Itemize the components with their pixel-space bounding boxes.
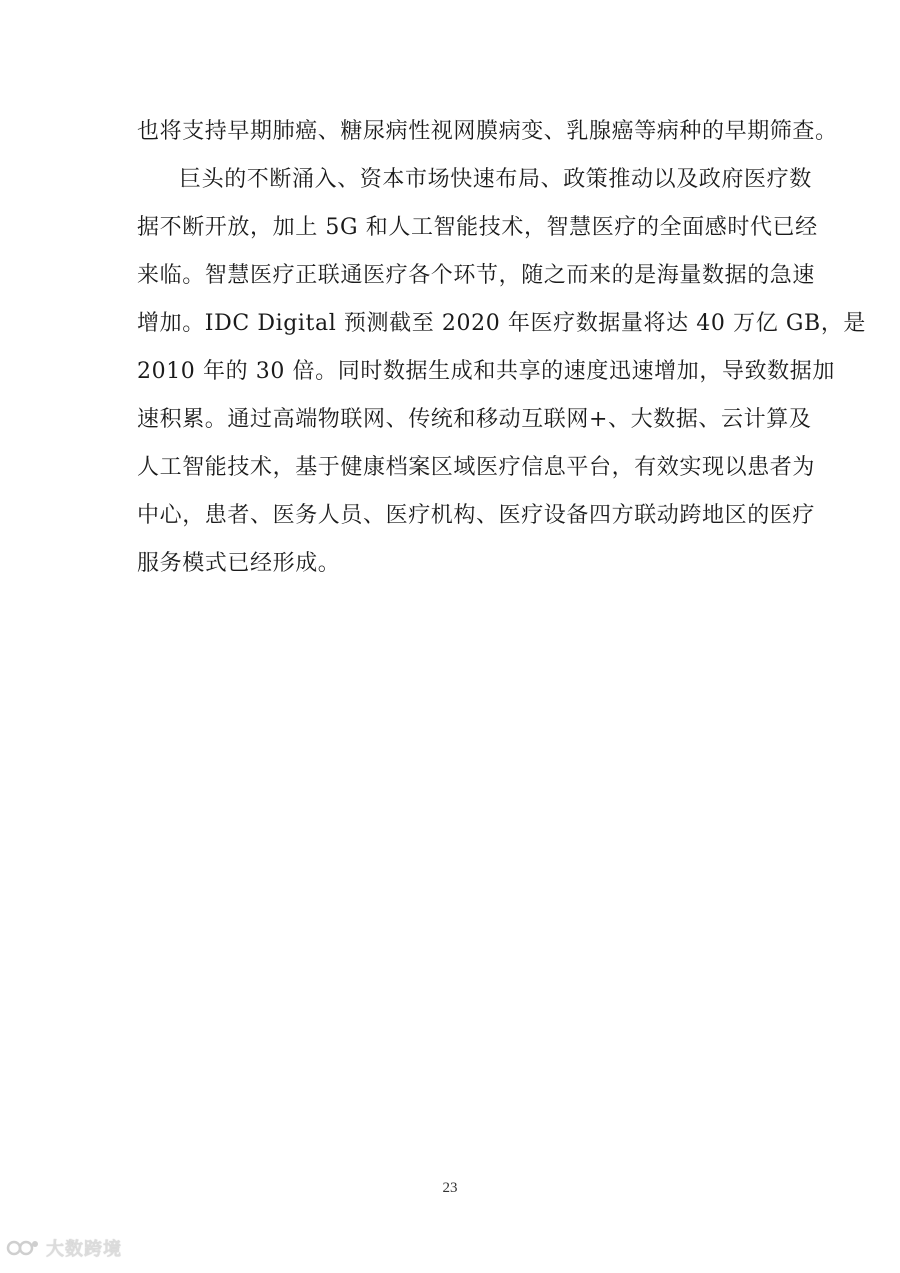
text-line: 据不断开放，加上 5G 和人工智能技术，智慧医疗的全面感时代已经 xyxy=(137,215,818,240)
text-line: 来临。智慧医疗正联通医疗各个环节，随之而来的是海量数据的急速 xyxy=(137,263,816,288)
page-number: 23 xyxy=(442,1180,458,1196)
watermark xyxy=(6,1235,122,1261)
text-line: 服务模式已经形成。 xyxy=(137,551,341,576)
text-line: 增加。IDC Digital 预测截至 2020 年医疗数据量将达 40 万亿 GB，是 xyxy=(137,311,867,336)
watermark-logo-icon xyxy=(6,1237,40,1259)
text-line: 也将支持早期肺癌、糖尿病性视网膜病变、乳腺癌等病种的早期筛查。 xyxy=(137,119,838,144)
watermark-text: 大数跨境 xyxy=(46,1239,122,1260)
text-line: 人工智能技术，基于健康档案区域医疗信息平台，有效实现以患者为 xyxy=(137,455,816,480)
text-line: 巨头的不断涌入、资本市场快速布局、政策推动以及政府医疗数 xyxy=(179,167,812,192)
text-line: 中心，患者、医务人员、医疗机构、医疗设备四方联动跨地区的医疗 xyxy=(137,503,816,528)
text-line: 2010 年的 30 倍。同时数据生成和共享的速度迅速增加，导致数据加 xyxy=(137,359,835,384)
text-line: 速积累。通过高端物联网、传统和移动互联网+、大数据、云计算及 xyxy=(137,407,812,432)
body-text xyxy=(137,108,867,588)
